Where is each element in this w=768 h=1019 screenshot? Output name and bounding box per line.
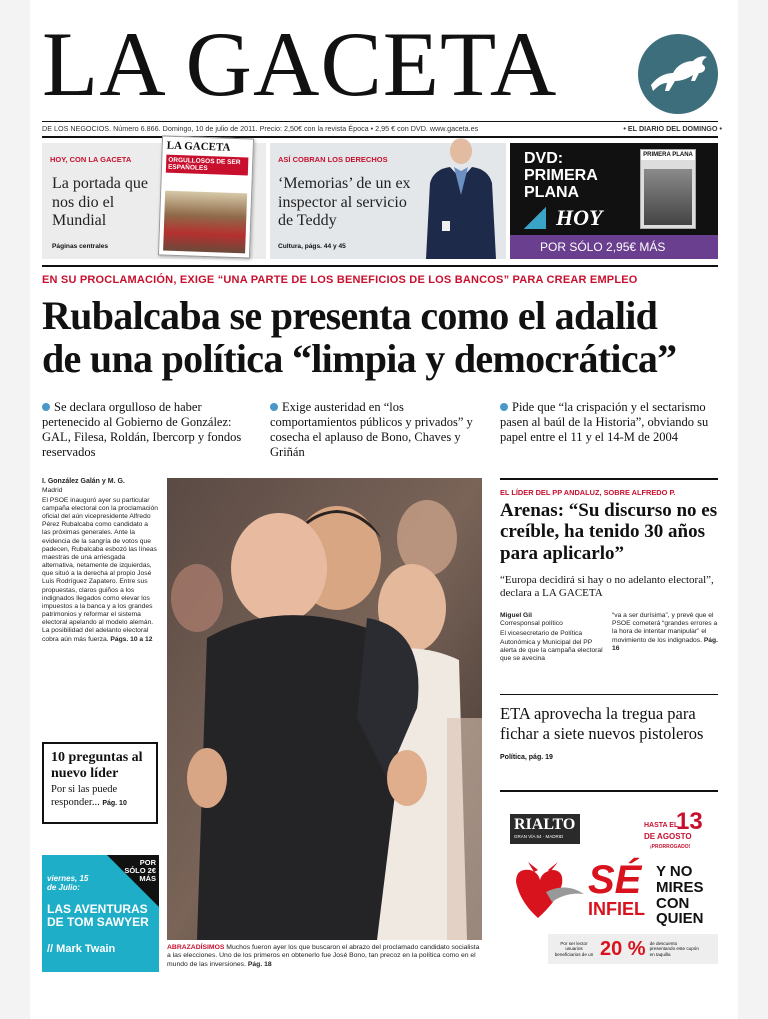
embrace-photo xyxy=(167,478,482,940)
tom-title: LAS AVENTURAS DE TOM SAWYER xyxy=(47,902,149,930)
dvd-cover-photo xyxy=(644,169,692,225)
ad-discount-pre: Por ser lector usuarios beneficiarios de un xyxy=(554,941,594,957)
ad-rule xyxy=(500,790,718,792)
ad-discount: 20 % xyxy=(600,937,646,960)
cover-headline: ORGULLOSOS DE SER ESPAÑOLES xyxy=(166,155,249,176)
lead-bullet-3-text: Pide que “la crispación y el sectarismo pasen al baúl de la Historia”, obviando su papel entre el 11 y el 14-M de 2004 xyxy=(500,400,709,444)
cover-masthead: LA GACETA xyxy=(166,139,231,154)
dvd-line2: PRIMERA xyxy=(524,166,598,184)
arenas-deck: “Europa decidirá si hay o no adelanto electoral”, declara a LA GACETA xyxy=(500,574,714,600)
eta-story[interactable] xyxy=(500,704,718,764)
arenas-headline: Arenas: “Su discurso no es creíble, ha tenido 30 años para aplicarlo” xyxy=(500,500,718,564)
caption-lead: ABRAZADÍSIMOS xyxy=(167,944,225,951)
rialto-ad[interactable] xyxy=(504,800,720,970)
bullet-dot-icon xyxy=(500,403,508,411)
ad-discount-post: de descuento presentando este cupón en taquilla xyxy=(649,941,699,957)
promo-teddy[interactable] xyxy=(270,143,506,259)
arenas-col1 xyxy=(500,612,604,663)
masthead-rule xyxy=(42,121,718,122)
arenas-byline: Miguel Gil xyxy=(500,612,532,619)
ad-title-se: SÉ xyxy=(588,858,642,902)
dvd-cover-thumbnail xyxy=(640,149,696,229)
tom-price: POR SÓLO 2€ MÁS xyxy=(124,858,156,883)
dateline xyxy=(42,124,722,133)
lead-body-column xyxy=(42,478,158,644)
ad-date-month: DE AGOSTO xyxy=(644,832,692,841)
promo-mundial-footer: Páginas centrales xyxy=(52,243,109,250)
eta-ref: Política, pág. 19 xyxy=(500,754,553,762)
dvd-line3: PLANA xyxy=(524,183,580,201)
rialto-sub: GRAN VÍA 54 · MADRID xyxy=(514,834,564,839)
preguntas-title: 10 preguntas al nuevo líder xyxy=(51,750,143,781)
lead-bullet-3 xyxy=(500,400,720,445)
ad-date-num: 13 xyxy=(676,808,703,835)
arenas-rule xyxy=(500,478,718,480)
cover-photo xyxy=(163,191,247,254)
masthead-title: LA GACETA xyxy=(42,13,558,115)
ad-extend: ¡PRORROGADO! xyxy=(650,844,691,850)
masthead-rule-bottom xyxy=(42,136,718,138)
lead-place: Madrid xyxy=(42,486,63,494)
promo-dvd[interactable] xyxy=(510,143,718,259)
eta-headline: ETA aprovecha la tregua para fichar a siete nuevos pistoleros xyxy=(500,704,704,744)
arenas-col2-text: “va a ser durísima”, y prevé que el PSOE cometerá “grandes errores a la hora de intentar manipular” el movimiento de los indignados. xyxy=(612,612,718,644)
preguntas-box[interactable] xyxy=(42,742,158,824)
front-page xyxy=(30,0,738,1019)
arenas-col2 xyxy=(612,612,718,653)
tom-date: viernes, 15 de Julio: xyxy=(47,874,89,892)
rialto-logo xyxy=(510,814,580,844)
lead-headline-line2: de una política “limpia y democrática” xyxy=(42,336,677,382)
dvd-line1: DVD: xyxy=(524,150,564,167)
ad-title-rest: Y NO MIRES CON QUIEN xyxy=(656,863,704,928)
dvd-price-bar: POR SÓLO 2,95€ MÁS xyxy=(510,235,718,259)
promo-mundial[interactable] xyxy=(42,139,266,259)
lead-body-ref: Págs. 10 a 12 xyxy=(110,635,153,643)
preguntas-sub-text: Por si las puede responder... xyxy=(51,784,118,808)
ad-title-infiel: INFIEL xyxy=(588,899,645,919)
bullet-dot-icon xyxy=(270,403,278,411)
lead-byline: I. González Galán y M. G. xyxy=(42,478,125,485)
lead-top-rule xyxy=(42,265,718,267)
tagline: • EL DIARIO DEL DOMINGO • xyxy=(623,124,722,133)
dvd-cover-title: PRIMERA PLANA xyxy=(641,150,695,160)
lead-headline-line1: Rubalcaba se presenta como el adalid xyxy=(42,293,658,338)
arenas-role: Corresponsal político xyxy=(500,620,563,628)
promo-teddy-text: ‘Memorias’ de un ex inspector al servicio de Teddy xyxy=(278,175,411,230)
ad-coupon xyxy=(548,934,718,964)
photo-caption xyxy=(167,944,482,969)
promo-teddy-footer: Cultura, págs. 44 y 45 xyxy=(278,243,346,250)
preguntas-ref: Pág. 10 xyxy=(102,799,127,807)
ad-date-label: HASTA EL xyxy=(644,822,679,829)
eta-rule xyxy=(500,694,718,695)
bull-logo-icon xyxy=(638,34,718,114)
mundial-cover-thumbnail xyxy=(158,135,254,258)
tom-author: // Mark Twain xyxy=(47,943,116,955)
preguntas-sub xyxy=(51,784,149,809)
caption-ref: Pág. 18 xyxy=(247,960,272,968)
teddy-portrait xyxy=(420,135,502,259)
heart-devil-icon xyxy=(506,862,584,924)
arenas-col1-text: El vicesecretario de Política Autonómica y Municipal del PP alerta de que la campaña electoral que se avecina xyxy=(500,630,603,662)
promo-mundial-kicker: HOY, CON LA GACETA xyxy=(50,155,132,164)
lead-body-text: El PSOE inauguró ayer su particular campaña electoral con la proclamación oficial del aún vicepresidente Alfredo Pérez Rubalcaba como candidato a las próximas generales. Ante la evidencia de la sangría de votos que padecen, Rubalcaba esbozó las líneas maestras de una arriesgada alternativa, netamente de izquierdas, que situó a la derecha al propio José Luis Rodríguez Zapatero. Entre sus propuestas, claros guiños a los indignados llegados como elevar los impuestos a la banca y a los grandes patrimonios y reformar el sistema electoral apelando al modelo alemán. La posibilidad del adelanto electoral cobra aún más fuerza. xyxy=(42,496,158,643)
lead-kicker: EN SU PROCLAMACIÓN, EXIGE “UNA PARTE DE LOS BENEFICIOS DE LOS BANCOS” PARA CREAR EMPLEO xyxy=(42,274,638,286)
lead-bullet-1 xyxy=(42,400,257,460)
lead-bullet-2-text: Exige austeridad en “los comportamientos públicos y privados” y cosecha el aplauso de Bono, Chaves y Griñán xyxy=(270,400,473,459)
arenas-ref: Pág. 16 xyxy=(612,636,718,652)
lead-headline xyxy=(42,294,722,380)
lead-bullet-2 xyxy=(270,400,485,460)
caption-text: Muchos fueron ayer los que buscaron el abrazo del proclamado candidato socialista a las elecciones. Uno de los primeros en obtenerlo fue José Bono, tan precoz en la política como en el mundo de las inversiones. xyxy=(167,944,480,968)
tom-sawyer-promo[interactable] xyxy=(42,855,159,972)
dvd-triangle-icon xyxy=(524,207,546,229)
dvd-label xyxy=(524,151,598,201)
dateline-text: DE LOS NEGOCIOS. Número 6.866. Domingo, 10 de julio de 2011. Precio: 2,50€ con la revista Época • 2,95 € con DVD. www.gaceta.es xyxy=(42,124,479,133)
arenas-kicker: EL LÍDER DEL PP ANDALUZ, SOBRE ALFREDO P. xyxy=(500,488,676,497)
lead-bullet-1-text: Se declara orgulloso de haber pertenecido al Gobierno de González: GAL, Filesa, Roldán, Ibercorp y fondos reservados xyxy=(42,400,242,459)
promo-mundial-text: La portada que nos dio el Mundial xyxy=(52,175,148,230)
dvd-hoy: HOY xyxy=(556,205,603,230)
rialto-brand: RIALTO xyxy=(514,816,576,833)
bullet-dot-icon xyxy=(42,403,50,411)
promo-teddy-kicker: ASÍ COBRAN LOS DERECHOS xyxy=(278,155,388,164)
